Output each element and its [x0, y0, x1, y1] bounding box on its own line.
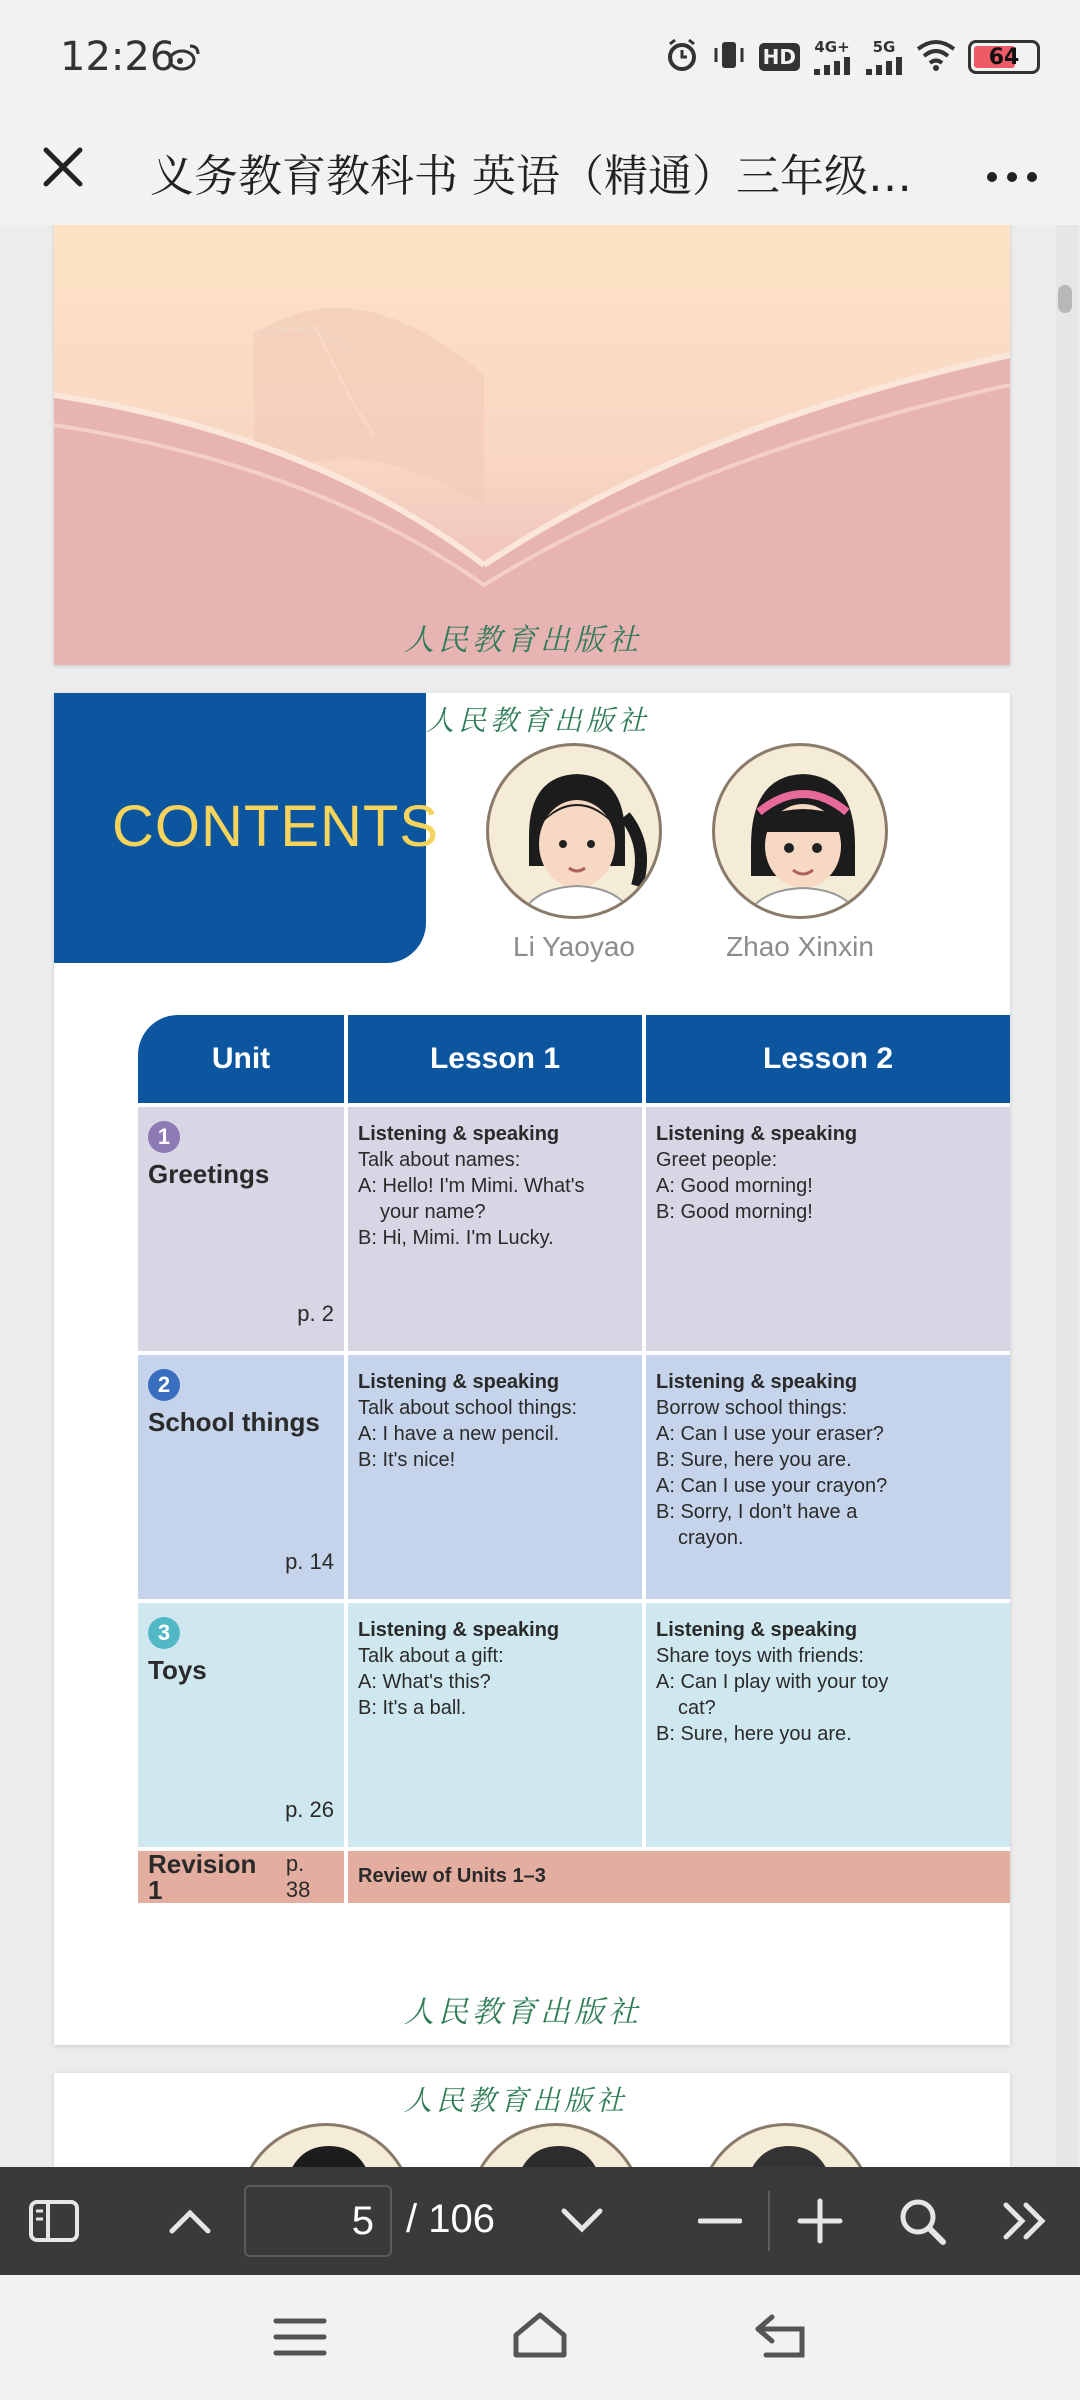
lesson-heading: Listening & speaking	[358, 1619, 560, 1641]
unit-name: Toys	[148, 1655, 207, 1685]
lesson-line: A: What's this?	[358, 1671, 491, 1693]
zoom-in-icon[interactable]	[790, 2193, 850, 2249]
unit-name: Greetings	[148, 1159, 270, 1189]
home-icon[interactable]	[510, 2309, 570, 2366]
unit-page: p. 2	[297, 1301, 334, 1326]
battery-icon	[968, 40, 1040, 74]
lesson-heading: Listening & speaking	[656, 1371, 858, 1393]
table-header-unit: Unit	[138, 1015, 344, 1103]
lesson-line: Borrow school things:	[656, 1397, 848, 1419]
next-page	[54, 2073, 1010, 2167]
publisher-stamp: 人民教育出版社	[404, 2084, 629, 2117]
table-row-lesson2	[646, 1107, 1010, 1351]
character-name: Zhao Xinxin	[726, 931, 874, 962]
lesson-line: B: Sure, here you are.	[656, 1723, 852, 1745]
back-icon[interactable]	[752, 2311, 808, 2366]
unit-page: p. 26	[285, 1797, 334, 1822]
title-bar	[0, 110, 1080, 225]
unit-name: School things	[148, 1407, 320, 1437]
revision-row-label	[138, 1851, 344, 1903]
lesson-line: Talk about names:	[358, 1149, 521, 1171]
open-book-illustration	[54, 225, 1010, 665]
lesson-line: B: It's a ball.	[358, 1697, 467, 1719]
lesson-line: B: Hi, Mimi. I'm Lucky.	[358, 1227, 554, 1249]
cover-page	[54, 225, 1010, 665]
unit-number-badge: 1	[148, 1121, 180, 1153]
system-nav-bar	[0, 2275, 1080, 2400]
publisher-stamp: 人民教育出版社	[404, 623, 642, 658]
table-row-unit	[138, 1355, 344, 1599]
lesson-line: B: Sorry, I don't have a	[656, 1501, 858, 1523]
lesson-line: Talk about a gift:	[358, 1645, 504, 1667]
document-title: 义务教育教科书 英语（精通）三年级…	[150, 151, 912, 202]
lesson-heading: Listening & speaking	[656, 1123, 858, 1145]
lesson-line: Greet people:	[656, 1149, 778, 1171]
lesson-line: A: Hello! I'm Mimi. What's	[358, 1175, 585, 1197]
scrollbar-track[interactable]	[1056, 225, 1078, 2167]
table-row-lesson2	[646, 1603, 1010, 1847]
weibo-icon	[168, 42, 202, 77]
wifi-icon	[916, 39, 956, 75]
lesson-line: A: Can I use your crayon?	[656, 1475, 888, 1497]
lesson-line: A: Good morning!	[656, 1175, 813, 1197]
document-viewer[interactable]	[0, 225, 1080, 2167]
table-row-lesson1	[348, 1603, 642, 1847]
table-header-lesson1: Lesson 1	[348, 1015, 642, 1103]
publisher-stamp: 人民教育出版社	[404, 1995, 642, 2030]
unit-number-badge: 2	[148, 1369, 180, 1401]
lesson-line: Share toys with friends:	[656, 1645, 864, 1667]
next-page-icon[interactable]	[552, 2193, 612, 2249]
contents-page	[54, 693, 1010, 2045]
lesson-heading: Listening & speaking	[656, 1619, 858, 1641]
revision-row-text: Review of Units 1–3	[348, 1851, 1010, 1903]
table-row-lesson1	[348, 1107, 642, 1351]
reader-toolbar	[0, 2167, 1080, 2275]
status-bar	[0, 0, 1080, 110]
publisher-stamp: 人民教育出版社	[426, 704, 651, 737]
revision-label: Revision 1	[148, 1849, 257, 1905]
close-icon[interactable]	[28, 132, 98, 202]
table-row-lesson1	[348, 1355, 642, 1599]
signal-4g-icon: 4G+	[812, 40, 852, 75]
table-row-lesson2	[646, 1355, 1010, 1599]
table-row-unit	[138, 1107, 344, 1351]
contents-title: CONTENTS	[112, 794, 439, 859]
signal-5g-icon: 5G	[864, 40, 904, 75]
battery-level: 64	[988, 44, 1020, 70]
vibrate-icon	[711, 38, 747, 76]
search-icon[interactable]	[892, 2193, 952, 2249]
lesson-line: cat?	[678, 1697, 716, 1719]
more-options-icon[interactable]	[984, 146, 1040, 196]
unit-page: p. 14	[285, 1549, 334, 1574]
fast-forward-icon[interactable]	[996, 2193, 1056, 2249]
lesson-line: B: It's nice!	[358, 1449, 456, 1471]
lesson-line: B: Sure, here you are.	[656, 1449, 852, 1471]
avatar-partial	[698, 2123, 874, 2167]
table-row-unit	[138, 1603, 344, 1847]
alarm-icon	[665, 38, 699, 76]
sidebar-toggle-icon[interactable]	[24, 2193, 84, 2249]
status-icons	[665, 38, 1040, 76]
table-header-lesson2: Lesson 2	[646, 1015, 1010, 1103]
lesson-heading: Listening & speaking	[358, 1371, 560, 1393]
lesson-heading: Listening & speaking	[358, 1123, 560, 1145]
lesson-line: A: Can I use your eraser?	[656, 1423, 884, 1445]
page-total: / 106	[406, 2197, 495, 2241]
lesson-line: A: I have a new pencil.	[358, 1423, 560, 1445]
lesson-line: Talk about school things:	[358, 1397, 578, 1419]
revision-page: p. 38	[285, 1851, 311, 1902]
zoom-out-icon[interactable]	[690, 2193, 750, 2249]
toolbar-divider	[768, 2191, 770, 2251]
character-name: Li Yaoyao	[513, 931, 635, 962]
avatar-partial	[238, 2123, 414, 2167]
lesson-line: B: Good morning!	[656, 1201, 813, 1223]
menu-icon[interactable]	[272, 2313, 328, 2366]
page-number-input[interactable]	[244, 2185, 392, 2257]
avatar-partial	[468, 2123, 644, 2167]
previous-page-icon[interactable]	[160, 2193, 220, 2249]
lesson-line: crayon.	[678, 1527, 744, 1549]
unit-number-badge: 3	[148, 1617, 180, 1649]
contents-banner	[54, 693, 439, 963]
avatar-zhao-xinxin	[712, 743, 888, 919]
lesson-line: your name?	[380, 1201, 486, 1223]
lesson-line: A: Can I play with your toy	[656, 1671, 889, 1693]
avatar-li-yaoyao	[486, 743, 662, 919]
hd-icon: HD	[759, 43, 800, 71]
scrollbar-thumb[interactable]	[1058, 285, 1072, 313]
status-time: 12:26	[60, 34, 176, 80]
